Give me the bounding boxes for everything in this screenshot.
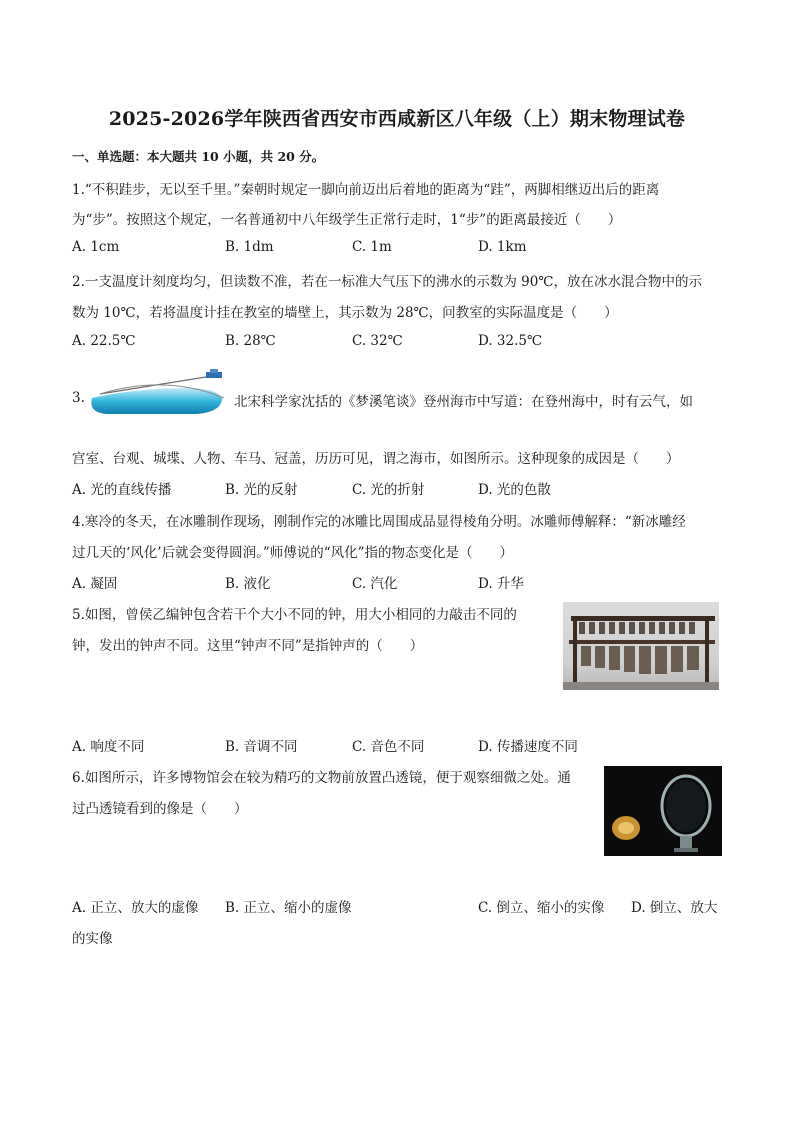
q3-option-d: D. 光的色散 xyxy=(478,482,551,498)
q2-option-d: D. 32.5℃ xyxy=(478,333,543,349)
question-5-line-2: 钟，发出的钟声不同。这里“钟声不同”是指钟声的（ ） xyxy=(72,638,424,654)
q6-option-d-wrap: 的实像 xyxy=(72,931,113,947)
exam-title: 2025-2026学年陕西省西安市西咸新区八年级（上）期末物理试卷 xyxy=(108,108,686,130)
q2-option-b: B. 28℃ xyxy=(225,333,276,349)
question-2-line-2: 数为 10℃，若将温度计挂在教室的墙壁上，其示数为 28℃，问教室的实际温度是（ ） xyxy=(72,305,618,321)
q1-option-d: D. 1km xyxy=(478,239,527,255)
magnifier-artifact-photo xyxy=(604,766,722,856)
q2-option-a: A. 22.5℃ xyxy=(72,333,136,349)
q3-option-c: C. 光的折射 xyxy=(352,482,425,498)
question-3-line-1: 北宋科学家沈括的《梦溪笔谈》登州海市中写道：在登州海中，时有云气，如 xyxy=(234,394,693,410)
question-3-line-2: 宫室、台观、城堞、人物、车马、冠盖，历历可见，谓之海市，如图所示。这种现象的成因是（ ） xyxy=(72,451,680,467)
q2-option-c: C. 32℃ xyxy=(352,333,403,349)
q6-option-d: D. 倒立、放大 xyxy=(631,900,718,916)
question-1-line-1: 1.“不积跬步，无以至千里。”秦朝时规定一脚向前迈出后着地的距离为“跬”，两脚相继迈出后的距离 xyxy=(72,182,660,198)
q6-option-b: B. 正立、缩小的虚像 xyxy=(225,900,352,916)
question-4-line-2: 过几天的‘风化’后就会变得圆润。”师傅说的“风化”指的物态变化是（ ） xyxy=(72,545,514,561)
section-heading: 一、单选题：本大题共 10 小题，共 20 分。 xyxy=(72,149,325,164)
question-4-line-1: 4.寒冷的冬天，在冰雕制作现场，刚制作完的冰雕比周围成品显得棱角分明。冰雕师傅解释：“新冰雕经 xyxy=(72,514,686,530)
question-3-number: 3. xyxy=(72,390,85,406)
q1-option-b: B. 1dm xyxy=(225,239,274,255)
q4-option-a: A. 凝固 xyxy=(72,576,118,592)
q3-option-b: B. 光的反射 xyxy=(225,482,298,498)
q1-option-a: A. 1cm xyxy=(72,239,120,255)
q4-option-b: B. 液化 xyxy=(225,576,271,592)
q1-option-c: C. 1m xyxy=(352,239,392,255)
question-5-line-1: 5.如图，曾侯乙编钟包含若干个大小不同的钟，用大小相同的力敲击不同的 xyxy=(72,607,517,623)
mirage-figure xyxy=(86,368,230,420)
q6-option-a: A. 正立、放大的虚像 xyxy=(72,900,199,916)
chime-bells-photo xyxy=(563,602,719,690)
q3-option-a: A. 光的直线传播 xyxy=(72,482,172,498)
q5-option-a: A. 响度不同 xyxy=(72,739,145,755)
question-2-line-1: 2.一支温度计刻度均匀，但读数不准，若在一标准大气压下的沸水的示数为 90℃，放在冰水混合物中的示 xyxy=(72,274,702,290)
mirage-top xyxy=(210,369,218,373)
question-6-line-1: 6.如图所示，许多博物馆会在较为精巧的文物前放置凸透镜，便于观察细微之处。通 xyxy=(72,770,571,786)
question-1-line-2: 为“步”。按照这个规定，一名普通初中八年级学生正常行走时，1“步”的距离最接近（ ） xyxy=(72,212,622,228)
q6-option-c: C. 倒立、缩小的实像 xyxy=(478,900,605,916)
q5-option-c: C. 音色不同 xyxy=(352,739,425,755)
q4-option-c: C. 汽化 xyxy=(352,576,398,592)
q4-option-d: D. 升华 xyxy=(478,576,524,592)
q5-option-d: D. 传播速度不同 xyxy=(478,739,578,755)
question-6-line-2: 过凸透镜看到的像是（ ） xyxy=(72,801,248,817)
q5-option-b: B. 音调不同 xyxy=(225,739,298,755)
